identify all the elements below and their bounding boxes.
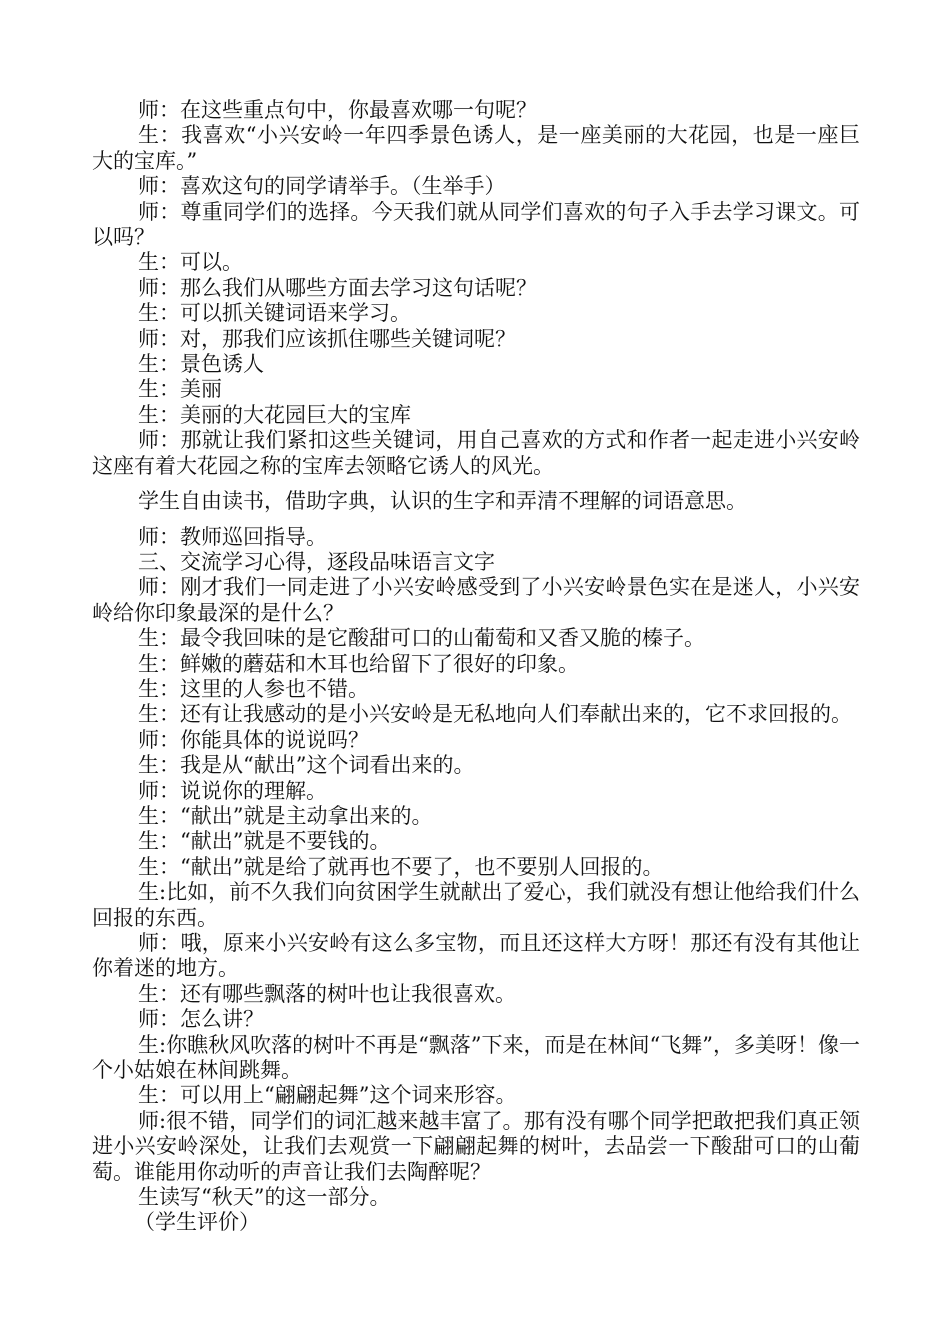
paragraph-17: 生：最令我回味的是它酸甜可口的山葡萄和又香又脆的榛子。 — [138, 626, 705, 651]
paragraph-23: 师：说说你的理解。 — [138, 778, 327, 803]
paragraph-11: 生：美丽的大花园巨大的宝库 — [138, 402, 411, 427]
paragraph-22: 生：我是从“献出”这个词看出来的。 — [138, 753, 475, 778]
paragraph-5: 生：可以。 — [138, 250, 243, 275]
paragraph-20: 生：还有让我感动的是小兴安岭是无私地向人们奉献出来的，它不求回报的。 — [138, 702, 852, 727]
paragraph-16: 师：刚才我们一同走进了小兴安岭感受到了小兴安岭景色实在是迷人，小兴安岭给你印象最深的是什么？ — [92, 575, 860, 625]
paragraph-29: 生：还有哪些飘落的树叶也让我很喜欢。 — [138, 981, 516, 1006]
paragraph-24: 生：“献出”就是主动拿出来的。 — [138, 803, 433, 828]
paragraph-1: 师：在这些重点句中，你最喜欢哪一句呢？ — [138, 98, 537, 122]
section-heading: 三、交流学习心得，逐段品味语言文字 — [138, 549, 495, 574]
paragraph-19: 生：这里的人参也不错。 — [138, 676, 369, 701]
paragraph-31: 生:你瞧秋风吹落的树叶不再是“飘落”下来，而是在林间“飞舞”，多美呀！像一个小姑娘在林间跳舞。 — [92, 1032, 861, 1083]
paragraph-35: （学生评价） — [134, 1210, 260, 1235]
paragraph-7: 生：可以抓关键词语来学习。 — [138, 301, 411, 326]
paragraph-18: 生：鲜嫩的蘑菇和木耳也给留下了很好的印象。 — [138, 651, 579, 676]
paragraph-27: 生:比如，前不久我们向贫困学生就献出了爱心，我们就没有想让他给我们什么回报的东西。 — [92, 880, 860, 930]
paragraph-14: 师：教师巡回指导。 — [138, 524, 327, 549]
paragraph-33: 师:很不错，同学们的词汇越来越丰富了。那有没有哪个同学把敢把我们真正领进小兴安岭深处，让我们去观赏一下翩翩起舞的树叶，去品尝一下酸甜可口的山葡萄。谁能用你动听的声音让我们去陶醉呢？ — [92, 1108, 860, 1184]
paragraph-10: 生：美丽 — [138, 377, 222, 402]
paragraph-9: 生：景色诱人 — [138, 352, 264, 377]
paragraph-32: 生：可以用上“翩翩起舞”这个词来形容。 — [138, 1083, 517, 1108]
paragraph-12: 师：那就让我们紧扣这些关键词，用自己喜欢的方式和作者一起走进小兴安岭这座有着大花园之称的宝库去领略它诱人的风光。 — [92, 428, 860, 478]
paragraph-3: 师：喜欢这句的同学请举手。（生举手） — [138, 174, 506, 199]
paragraph-21: 师：你能具体的说说吗？ — [138, 727, 369, 752]
paragraph-25: 生：“献出”就是不要钱的。 — [138, 829, 391, 854]
paragraph-2: 生：我喜欢“小兴安岭一年四季景色诱人，是一座美丽的大花园，也是一座巨大的宝库。” — [92, 123, 860, 173]
paragraph-26: 生：“献出”就是给了就再也不要了，也不要别人回报的。 — [138, 854, 664, 879]
paragraph-13: 学生自由读书，借助字典，认识的生字和弄清不理解的词语意思。 — [138, 489, 747, 514]
paragraph-6: 师：那么我们从哪些方面去学习这句话呢？ — [138, 275, 537, 300]
paragraph-4: 师：尊重同学们的选择。今天我们就从同学们喜欢的句子入手去学习课文。可以吗？ — [92, 199, 860, 250]
paragraph-34: 生读写“秋天”的这一部分。 — [138, 1185, 391, 1210]
document-body — [92, 98, 860, 1236]
paragraph-28: 师：哦，原来小兴安岭有这么多宝物，而且还这样大方呀！那还有没有其他让你着迷的地方。 — [92, 931, 860, 981]
paragraph-30: 师：怎么讲？ — [138, 1007, 264, 1032]
paragraph-8: 师：对，那我们应该抓住哪些关键词呢？ — [138, 326, 516, 351]
